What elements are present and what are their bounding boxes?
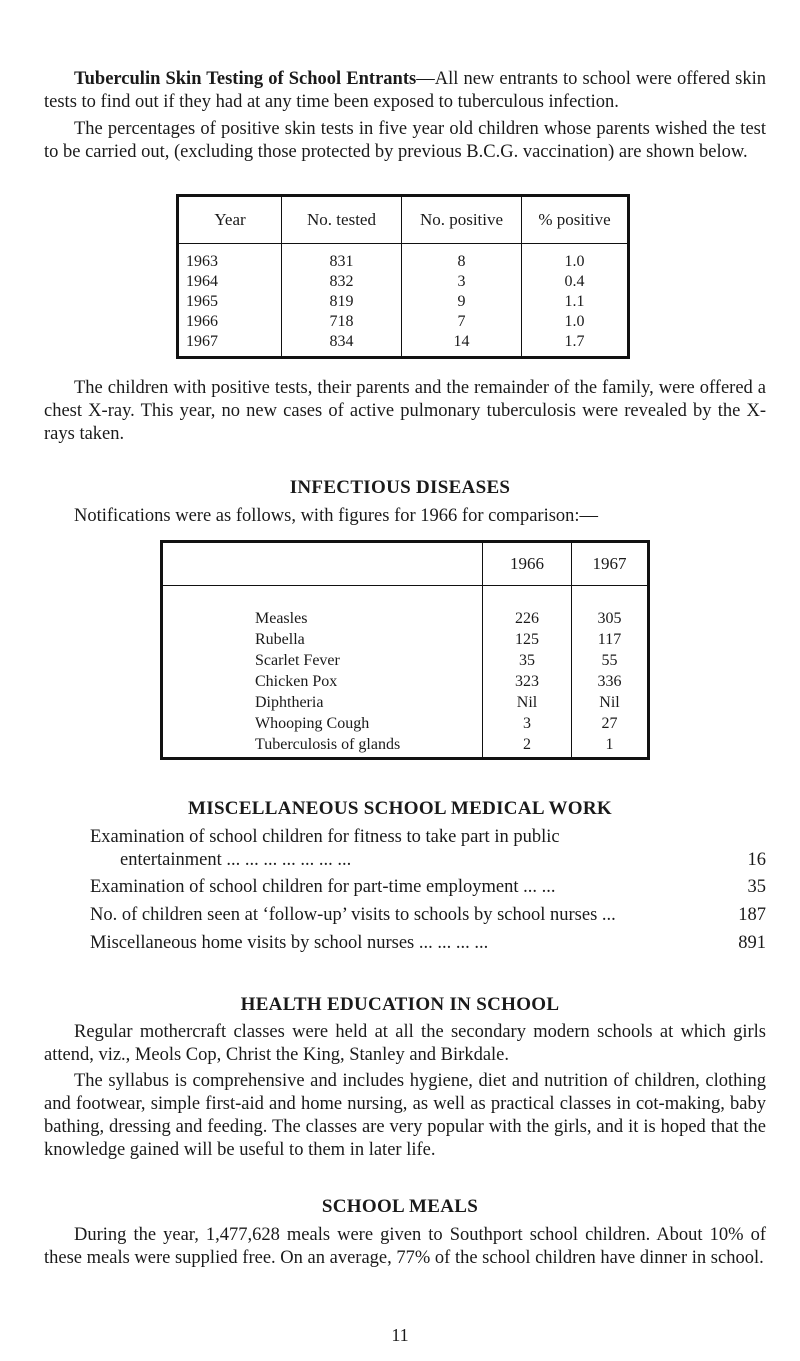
page-number: 11 [391,1325,409,1345]
table-cell: Measles [162,586,483,630]
col-header: No. tested [282,196,402,244]
table-cell: Nil [483,692,572,713]
col-header: No. positive [402,196,522,244]
misc-item-label-cont: entertainment ... ... ... ... ... ... ... [120,850,352,870]
table-header-row [162,542,649,586]
table-cell: 819 [282,292,402,312]
table-row [178,312,629,332]
misc-item [90,904,766,927]
table-cell: 1.0 [564,313,585,330]
misc-item-label: Miscellaneous home visits by school nurses ... ... ... ... [90,933,489,953]
table-row [162,692,649,713]
table-cell: 226 [483,586,572,630]
table-cell: 718 [282,312,402,332]
col-header [162,542,483,586]
table-cell: 1967 [178,332,282,358]
infectious-table [160,540,650,760]
misc-item [90,932,766,955]
table-cell: 125 [483,629,572,650]
tuberculin-paragraph [44,68,766,114]
col-header: Year [178,196,282,244]
table-row [178,272,629,292]
table-cell: 9 [402,292,522,312]
tuberculin-para3: The children with positive tests, their parents and the remainder of the family, were offered a chest X-ray. This year, no new cases of active pulmonary tuberculosis were revealed by the X-rays taken. [44,378,766,444]
table-row [162,650,649,671]
table-cell: 832 [282,272,402,292]
misc-item-value: 35 [747,877,766,897]
misc-item-label: No. of children seen at ‘follow-up’ visits to schools by school nurses ... [90,905,616,925]
meals-para: During the year, 1,477,628 meals were given to Southport school children. About 10% of these meals were supplied free. On an average, 77% of the school children have dinner in school. [44,1225,766,1268]
table-row [162,629,649,650]
table-cell: 323 [483,671,572,692]
table-cell: Tuberculosis of glands [162,734,483,759]
health-para2: The syllabus is comprehensive and includes hygiene, diet and nutrition of children, clothing and footwear, simple first-aid and home nursing, as well as practical classes in cot-making, baby bathing, dressing and feeding. The classes are very popular with the girls, and it is hoped that the knowledge gained will be useful to them in later life. [44,1071,766,1160]
table-cell: 834 [282,332,402,358]
table-cell: 27 [601,714,618,732]
misc-item-value: 891 [738,933,766,953]
table-row [162,713,649,734]
table-cell: 1964 [178,272,282,292]
table-row [162,734,649,759]
infectious-heading: INFECTIOUS DISEASES [289,477,511,498]
meals-heading: SCHOOL MEALS [321,1196,479,1217]
table-cell: Nil [599,693,620,711]
table-cell: 3 [483,713,572,734]
table-cell: 1.7 [564,333,585,350]
table-cell: 0.4 [564,273,585,290]
table-cell: Scarlet Fever [162,650,483,671]
table-cell: 1966 [178,312,282,332]
misc-heading: MISCELLANEOUS SCHOOL MEDICAL WORK [188,798,612,819]
tuberculin-table [176,194,630,359]
table-row [162,671,649,692]
table-cell: 2 [483,734,572,759]
table-cell: 336 [597,672,622,690]
table-cell: 305 [597,609,622,627]
col-header: % positive [522,196,629,244]
misc-item-label: Examination of school children for part-time employment ... ... [90,877,556,897]
table-cell: 8 [402,244,522,273]
misc-item [90,876,766,899]
table-row [178,332,629,358]
infectious-intro: Notifications were as follows, with figures for 1966 for comparison:— [74,506,599,526]
misc-item [90,826,766,872]
table-cell: 1965 [178,292,282,312]
tuberculin-lead: Tuberculin Skin Testing of School Entrants [74,69,417,89]
table-cell: Whooping Cough [162,713,483,734]
misc-item-label: Examination of school children for fitness to take part in public [90,827,560,847]
table-cell: 3 [402,272,522,292]
table-cell: 14 [402,332,522,358]
table-cell: 1963 [178,244,282,273]
table-header-row [178,196,629,244]
table-cell: Diphtheria [162,692,483,713]
table-cell: 831 [282,244,402,273]
col-header: 1966 [483,542,572,586]
table-row [162,586,649,630]
health-para1: Regular mothercraft classes were held at all the secondary modern schools at which girls attend, viz., Meols Cop, Christ the King, Stanley and Birkdale. [44,1022,766,1065]
table-cell: 117 [597,630,622,648]
table-cell: 55 [601,651,618,669]
table-cell: 1 [605,735,614,753]
table-cell: 7 [402,312,522,332]
col-header: 1967 [572,542,649,586]
health-heading: HEALTH EDUCATION IN SCHOOL [240,994,560,1015]
tuberculin-para2: The percentages of positive skin tests in five year old children whose parents wished the test to be carried out, (excluding those protected by previous B.C.G. vaccination) are shown below. [44,119,766,162]
misc-item-value: 187 [738,905,766,925]
misc-item-value: 16 [747,850,766,870]
tuberculin-text: —All new entrants to school were offered skin tests to find out if they had at any time been exposed to tuberculous infection. [44,69,766,112]
table-cell: 35 [483,650,572,671]
table-cell: Rubella [162,629,483,650]
table-cell: 1.1 [564,293,585,310]
table-cell: Chicken Pox [162,671,483,692]
table-row [178,292,629,312]
table-cell: 1.0 [564,253,585,270]
table-row [178,244,629,273]
